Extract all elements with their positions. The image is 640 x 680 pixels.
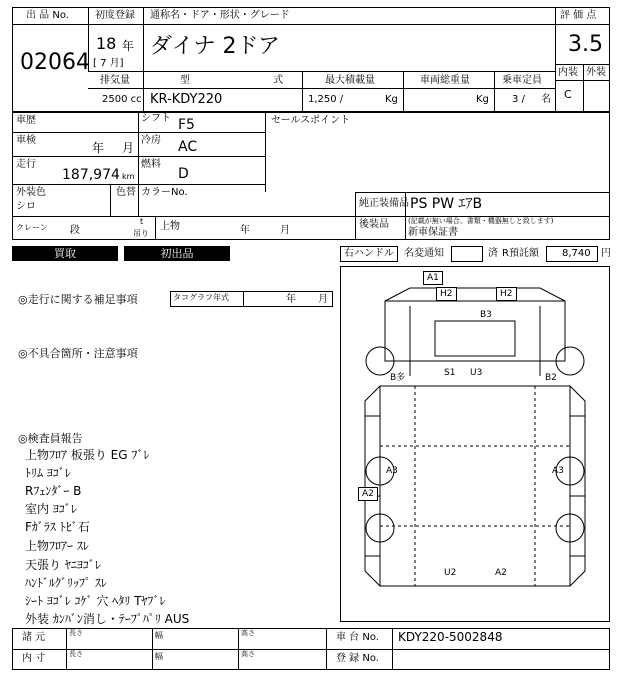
- inspection-label: 車検: [16, 135, 36, 146]
- len-label-2: 長さ: [69, 650, 83, 658]
- model-label: 型 式: [180, 75, 324, 86]
- footer-mid: [12, 649, 610, 650]
- aftermarket-label: 後装品: [359, 219, 389, 230]
- exterior-label: 外装: [586, 67, 606, 78]
- color-label: 外装色: [16, 187, 46, 198]
- bed-rail-left: [365, 416, 380, 556]
- specs-div-4: [494, 71, 495, 112]
- header-sep-left: [12, 24, 88, 25]
- defects-label: ◎不具合箇所・注意事項: [18, 347, 138, 360]
- history-label: 車歴: [16, 115, 36, 126]
- fuel-value: D: [178, 166, 189, 182]
- running-label: ◎走行に関する補足事項: [18, 293, 138, 306]
- chassis-value: KDY220-5002848: [398, 630, 503, 644]
- damage-mark: B3: [480, 310, 492, 320]
- aftermarket-note: (記載が無い場合、書類・機器無しと致します): [408, 217, 554, 225]
- mileage-label: 走行: [16, 159, 36, 170]
- name-change-label: 名変通知: [404, 248, 444, 259]
- report-line: 室内 ﾖｺﾞﾚ: [25, 502, 77, 516]
- details-row-1: [12, 132, 265, 133]
- dims-label: 諸 元: [22, 632, 46, 643]
- damage-mark: H2: [436, 287, 457, 301]
- details-row-2: [12, 156, 265, 157]
- listing-button[interactable]: 初出品: [124, 246, 230, 261]
- shift-label: シフト: [141, 113, 171, 124]
- name-label: 通称名・ドア・形状・グレード: [150, 10, 290, 21]
- right-hand-label: 右ハンドル: [344, 248, 394, 259]
- displacement: 2500 cc: [102, 94, 142, 105]
- tacho-year: 年: [286, 294, 296, 305]
- details-div-3: [355, 192, 356, 240]
- reg-year-unit: 年: [122, 39, 135, 53]
- details-div-1: [138, 112, 139, 216]
- max-load: 1,250 /: [308, 94, 344, 105]
- name-change-box: [451, 246, 483, 262]
- interior-grade: C: [564, 88, 572, 101]
- damage-mark: B2: [545, 373, 557, 383]
- tacho-month: 月: [318, 294, 328, 305]
- capacity: 3 /: [512, 94, 525, 105]
- details-row-4: [12, 216, 355, 217]
- tacho-label: タコグラフ年式: [173, 293, 229, 302]
- ac-value: AC: [178, 139, 198, 155]
- damage-mark: U2: [444, 568, 457, 578]
- details-row-3: [12, 184, 265, 185]
- specs-div-1: [143, 71, 144, 112]
- bed-rail-right: [570, 416, 585, 556]
- warranty: 新車保証書: [408, 227, 458, 238]
- wid-label: 幅: [155, 631, 163, 640]
- damage-mark: H2: [496, 287, 517, 301]
- windshield: [435, 321, 515, 356]
- damage-mark: A3: [552, 466, 564, 476]
- damage-mark: B多: [390, 373, 406, 383]
- details-div-5: [110, 184, 111, 216]
- mileage-unit: km: [122, 172, 135, 181]
- header-divider-2: [143, 7, 144, 71]
- deposit-unit: 円: [601, 248, 611, 259]
- report-line: 外装 ｶﾝﾊﾞﾝ消し・ﾃｰﾌﾟﾊﾟﾘ AUS: [25, 612, 190, 626]
- specs-top: [88, 71, 555, 72]
- lot-no-label: 出 品 No.: [26, 10, 69, 21]
- inspector-label: ◎検査員報告: [18, 432, 83, 445]
- gross-weight-unit: Kg: [476, 94, 489, 105]
- damage-mark: U3: [470, 368, 483, 378]
- footer-div-4: [326, 628, 327, 670]
- wid-label-2: 幅: [155, 652, 163, 661]
- interior-label: 内装: [558, 67, 578, 78]
- score-div: [583, 64, 584, 112]
- deposit-amount: 8,740: [562, 248, 591, 259]
- header-divider-3: [555, 7, 556, 112]
- footer-div-3: [238, 628, 239, 670]
- footer-div-2: [152, 628, 153, 670]
- equipment-value: PS PW ｴｱB: [410, 196, 483, 212]
- details-div-2: [265, 112, 266, 192]
- upper-label: 上物: [160, 221, 180, 232]
- report-line: ｼｰﾄ ﾖｺﾞﾚ ｺｹﾞ 穴 ﾍﾀﾘ Tﾔﾌﾞﾚ: [25, 594, 166, 608]
- cab-outline: [385, 301, 565, 361]
- header-sep: [88, 24, 555, 25]
- crane-stage: 段: [70, 225, 80, 236]
- inspection-month: 月: [122, 141, 135, 155]
- displacement-label: 排気量: [100, 75, 130, 86]
- car-name: ダイナ 2ドア: [150, 34, 280, 59]
- report-line: 上物ﾌﾛｱｰ ｽﾚ: [25, 539, 89, 553]
- color-no-label: 色替: [116, 187, 136, 198]
- deposit-label: R預託額: [502, 248, 539, 259]
- damage-mark: A2: [358, 487, 378, 501]
- report-line: Fｶﾞﾗｽ ﾄﾋﾞ石: [25, 520, 90, 534]
- capacity-unit: 名: [541, 94, 551, 105]
- reg-month: [ 7 月]: [93, 58, 124, 69]
- color-value: シロ: [16, 201, 36, 212]
- lotno-bottom-div: [12, 7, 13, 112]
- inspection-year: 年: [92, 141, 105, 155]
- ac-label: 冷房: [141, 135, 161, 146]
- crane-label: クレーン: [16, 223, 48, 232]
- reg-no-label: 登 録 No.: [336, 653, 379, 664]
- truck-diagram: [340, 266, 610, 622]
- upper-year: 年: [240, 225, 250, 236]
- inner-dims-label: 内 寸: [22, 653, 46, 664]
- shift-value: F5: [178, 117, 195, 133]
- reg-year: 18: [96, 34, 117, 53]
- score-value: 3.5: [568, 32, 603, 57]
- footer-div-5: [392, 628, 393, 670]
- bed-outline: [380, 386, 570, 586]
- buy-button[interactable]: 買取: [12, 246, 118, 261]
- capacity-label: 乗車定員: [502, 75, 542, 86]
- cab-roof: [385, 288, 565, 301]
- tacho-div: [243, 291, 244, 307]
- specs-div-3: [403, 71, 404, 112]
- upper-month: 月: [280, 225, 290, 236]
- damage-mark: A2: [495, 568, 507, 578]
- hgt-label-2: 高さ: [241, 650, 255, 658]
- crane-ton: t: [140, 217, 144, 226]
- header-sep-score: [555, 24, 610, 25]
- report-line: ﾄﾘﾑ ﾖｺﾞﾚ: [25, 466, 71, 480]
- chassis-label: 車 台 No.: [336, 632, 379, 643]
- crane-hang: 吊り: [133, 229, 149, 238]
- footer-div-1: [66, 628, 67, 670]
- mileage-value: 187,974: [62, 167, 120, 183]
- score-label: 評 価 点: [560, 10, 597, 21]
- report-line: 天張り ﾔﾆﾖｺﾞﾚ: [25, 558, 101, 572]
- details-row-5: [355, 192, 610, 193]
- len-label: 長さ: [69, 629, 83, 637]
- gross-weight-label: 車両総重量: [420, 75, 470, 86]
- model: KR-KDY220: [150, 92, 223, 107]
- report-line: 上物ﾌﾛｱ 板張り EG ﾌﾞﾚ: [25, 448, 150, 462]
- hgt-label: 高さ: [241, 629, 255, 637]
- lot-no: 02064: [20, 50, 90, 75]
- equipment-label: 純正装備品: [359, 198, 409, 209]
- damage-mark: S1: [444, 368, 456, 378]
- max-load-unit: Kg: [385, 94, 398, 105]
- sales-point-label: セールスポイント: [271, 115, 351, 126]
- specs-mid: [88, 88, 555, 89]
- report-line: ﾊﾝﾄﾞﾙｸﾞﾘｯﾌﾟ ｽﾚ: [25, 576, 107, 590]
- fuel-label: 燃料: [141, 159, 161, 170]
- first-reg-label: 初度登録: [95, 10, 135, 21]
- color-code-label: カラーNo.: [141, 187, 188, 198]
- damage-mark: A1: [423, 271, 443, 285]
- report-line: Rﾌｪﾝﾀﾞｰ B: [25, 484, 82, 498]
- details-div-6: [155, 216, 156, 240]
- max-load-label: 最大積載量: [325, 75, 375, 86]
- damage-mark: A3: [386, 466, 398, 476]
- deposit-prefix: 済: [488, 248, 498, 259]
